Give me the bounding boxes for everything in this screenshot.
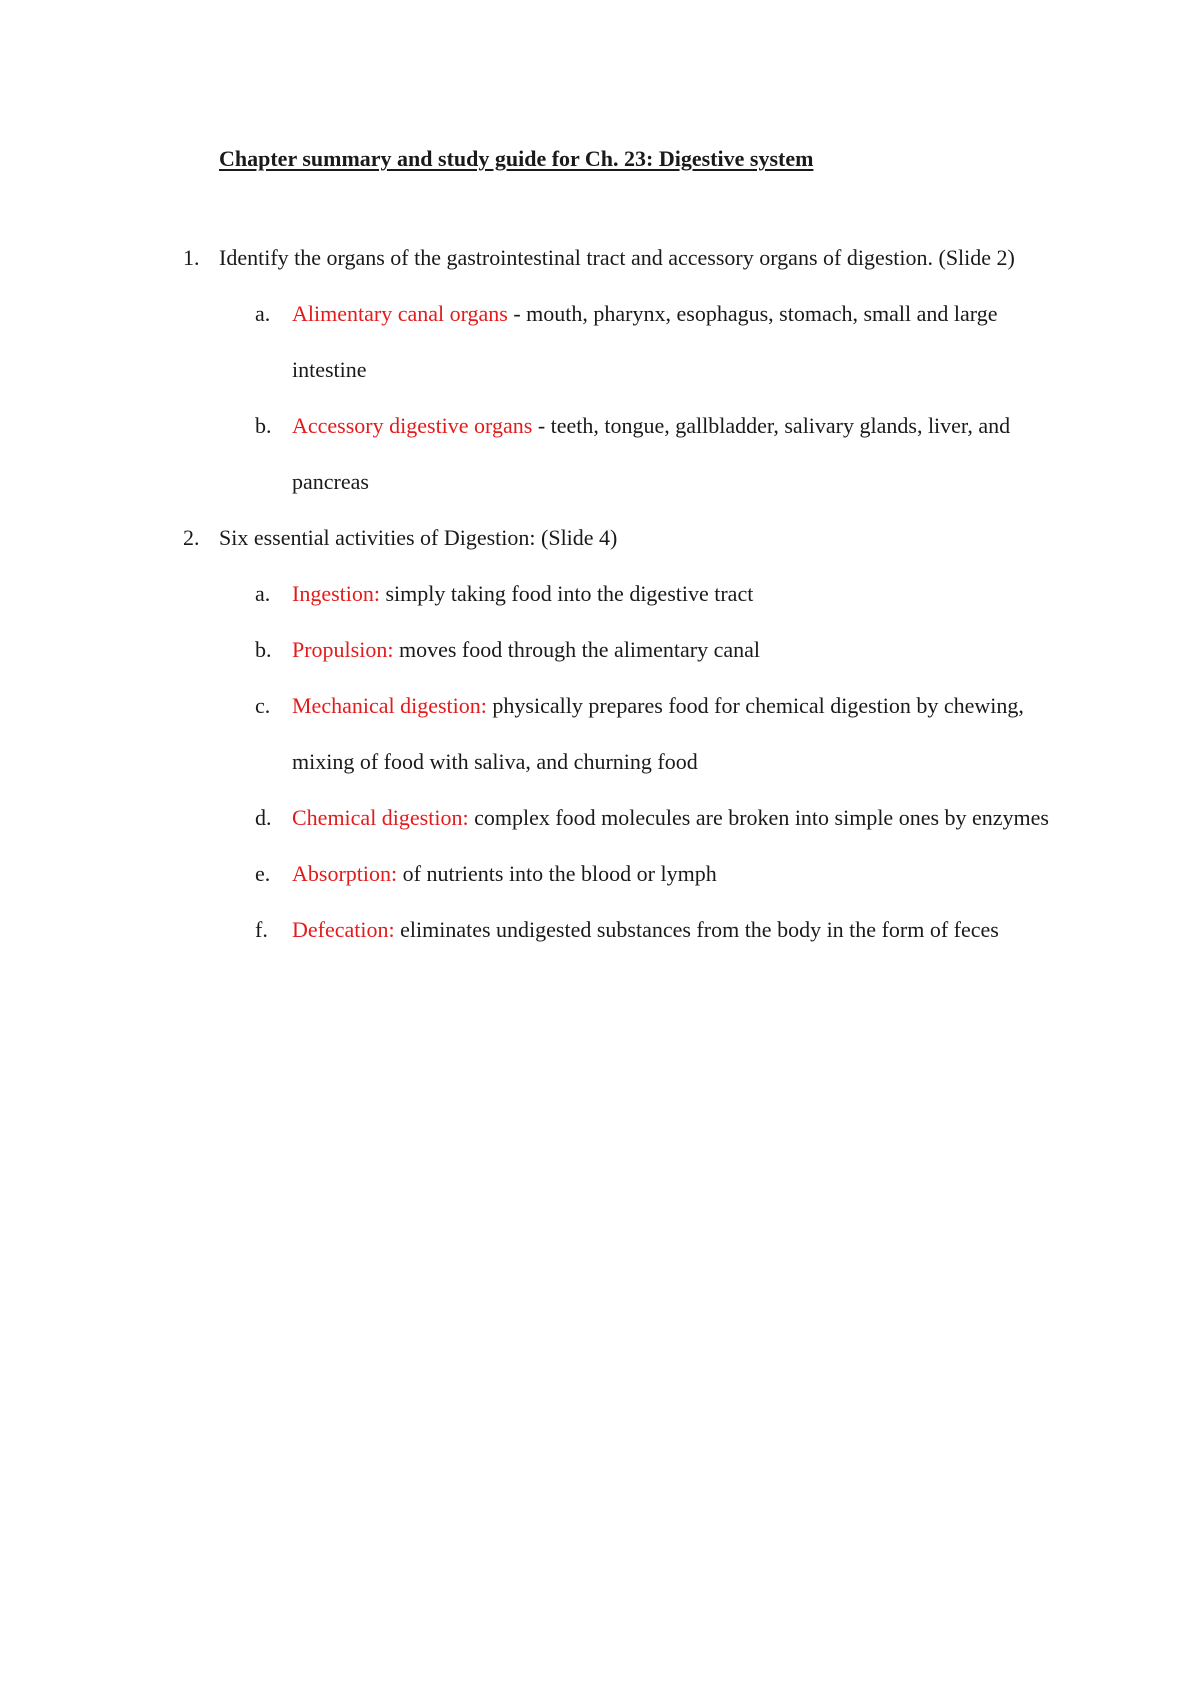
list-item-2	[0, 510, 1200, 958]
term-propulsion: Propulsion:	[292, 637, 394, 662]
sub-marker: d.	[255, 805, 272, 830]
list-item-text: Identify the organs of the gastrointestinal tract and accessory organs of digestion. (Slide 2)	[219, 245, 1015, 270]
sub-item-body	[292, 622, 1052, 678]
term-defecation: Defecation:	[292, 917, 395, 942]
sub-item-body	[292, 846, 1052, 902]
sub-item-text: of nutrients into the blood or lymph	[397, 861, 717, 886]
sub-item-body	[292, 398, 1052, 510]
sub-marker: c.	[255, 693, 271, 718]
page-title: Chapter summary and study guide for Ch. 23: Digestive system	[219, 146, 814, 171]
sub-marker: a.	[255, 581, 271, 606]
sub-marker: a.	[255, 301, 271, 326]
sub-item-1a	[0, 286, 1200, 398]
sub-item-2d	[0, 790, 1200, 846]
list-item-text: Six essential activities of Digestion: (Slide 4)	[219, 525, 618, 550]
sub-item-text: complex food molecules are broken into simple ones by enzymes	[468, 805, 1049, 830]
term-absorption: Absorption:	[292, 861, 398, 886]
sub-marker: e.	[255, 861, 271, 886]
list-marker: 1.	[183, 245, 200, 270]
term-alimentary-canal-organs: Alimentary canal organs	[292, 301, 508, 326]
sub-item-text: eliminates undigested substances from the body in the form of feces	[394, 917, 999, 942]
term-mechanical-digestion: Mechanical digestion:	[292, 693, 487, 718]
sub-item-body	[292, 286, 1052, 398]
sub-item-text: physically prepares food for chemical digestion by chewing, mixing of food with saliva, and churning food	[292, 693, 1024, 774]
sub-item-2c	[0, 678, 1200, 790]
sub-marker: f.	[255, 917, 268, 942]
list-marker: 2.	[183, 525, 200, 550]
sub-item-2a	[0, 566, 1200, 622]
sub-item-text: moves food through the alimentary canal	[393, 637, 761, 662]
sub-item-body	[292, 678, 1052, 790]
sub-item-body	[292, 902, 1052, 958]
sub-item-text: - teeth, tongue, gallbladder, salivary glands, liver, and pancreas	[292, 413, 1011, 494]
sub-item-body	[292, 790, 1052, 846]
sub-item-2e	[0, 846, 1200, 902]
term-accessory-digestive-organs: Accessory digestive organs	[292, 413, 533, 438]
sub-item-1b	[0, 398, 1200, 510]
list-item-1	[0, 230, 1200, 510]
term-ingestion: Ingestion:	[292, 581, 380, 606]
sub-item-2f	[0, 902, 1200, 958]
sub-marker: b.	[255, 637, 272, 662]
sub-item-text: simply taking food into the digestive tract	[380, 581, 754, 606]
sub-item-body	[292, 566, 1052, 622]
numbered-list	[0, 230, 1200, 958]
sub-item-2b	[0, 622, 1200, 678]
sub-item-text: - mouth, pharynx, esophagus, stomach, small and large intestine	[292, 301, 998, 382]
sub-marker: b.	[255, 413, 272, 438]
term-chemical-digestion: Chemical digestion:	[292, 805, 469, 830]
